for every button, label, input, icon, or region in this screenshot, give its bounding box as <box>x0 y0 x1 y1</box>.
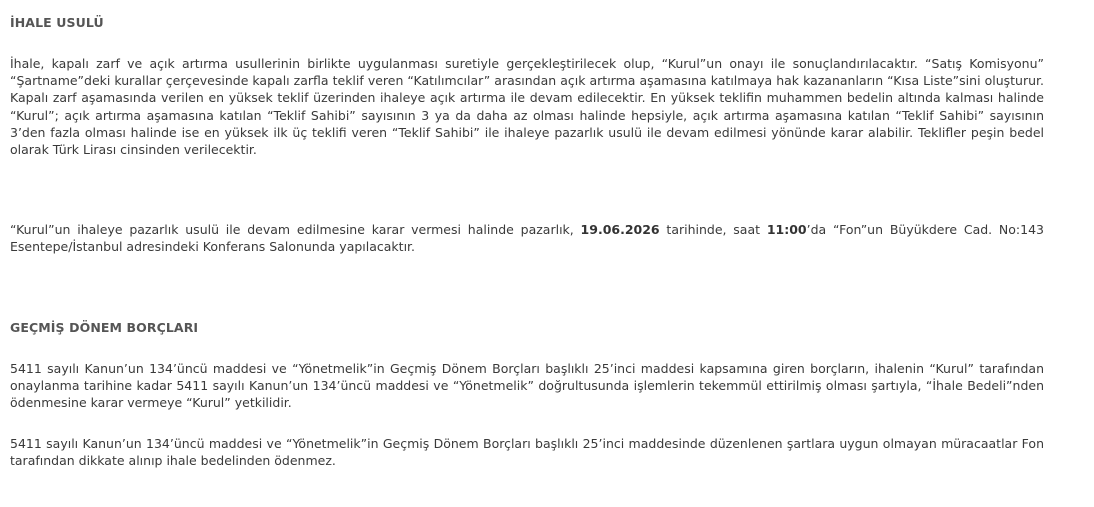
pazarlik-paragraph <box>10 221 1044 255</box>
section-title-gecmis-donem-borclari: GEÇMİŞ DÖNEM BORÇLARI <box>10 320 199 335</box>
pazarlik-text-start: “Kurul”un ihaleye pazarlık usulü ile devam edilmesine karar vermesi halinde pazarlık, <box>10 222 581 237</box>
pazarlik-text-middle: tarihinde, saat <box>659 222 767 237</box>
gecmis-donem-paragraph-1: 5411 sayılı Kanun’un 134’üncü maddesi ve “Yönetmelik”in Geçmiş Dönem Borçları başlıklı 25’inci maddesi kapsamına giren borçların, ihalenin “Kurul” tarafından onaylanma tarihine kadar 5411 sayılı Kanun’un 134’üncü maddesi ve “Yönetmelik” doğrultusunda işlemlerin tekemmül ettirilmiş olması şartıyla, “İhale Bedeli”nden ödenmesine karar vermeye “Kurul” yetkilidir. <box>10 361 1044 411</box>
pazarlik-date: 19.06.2026 <box>580 222 660 237</box>
pazarlik-text-end: ’da “Fon”un Büyükdere Cad. No:143 Esentepe/İstanbul adresindeki Konferans Salonunda yapılacaktır. <box>10 222 1045 255</box>
ihale-usulu-paragraph: İhale, kapalı zarf ve açık artırma usullerinin birlikte uygulanması suretiyle gerçekleştirilecek olup, “Kurul”un onayı ile sonuçlandırılacaktır. “Satış Komisyonu” “Şartname”deki kurallar çerçevesinde kapalı zarfla teklif veren “Katılımcılar” arasından açık artırma aşamasına katılmaya hak kazananların “Kısa Liste”sini oluşturur. Kapalı zarf aşamasında verilen en yüksek teklif üzerinden ihaleye açık artırma ile devam edilecektir. En yüksek teklifin muhammen bedelin altında kalması halinde “Kurul”; açık artırma aşamasına katılan “Teklif Sahibi” sayısının 3 ya da daha az olması halinde hepsiyle, açık artırma aşamasına katılan “Teklif Sahibi” sayısının 3’den fazla olması halinde ise en yüksek ilk üç teklifi veren “Teklif Sahibi” ile ihaleye pazarlık usulü ile devam edilmesi yönünde karar alabilir. Teklifler peşin bedel olarak Türk Lirası cinsinden verilecektir. <box>10 56 1044 158</box>
pazarlik-time: 11:00 <box>766 222 807 237</box>
section-title-ihale-usulu: İHALE USULÜ <box>10 15 104 30</box>
gecmis-donem-paragraph-2: 5411 sayılı Kanun’un 134’üncü maddesi ve “Yönetmelik”in Geçmiş Dönem Borçları başlıklı 25’inci maddesinde düzenlenen şartlara uygun olmayan müracaatlar Fon tarafından dikkate alınıp ihale bedelinden ödenmez. <box>10 436 1044 469</box>
